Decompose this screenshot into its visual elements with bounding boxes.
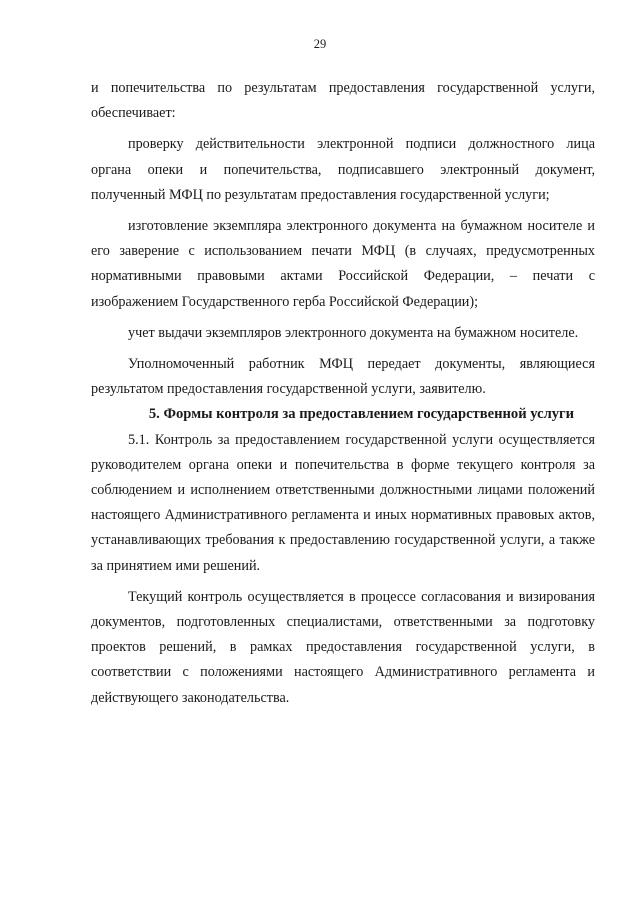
section-title: 5. Формы контроля за предоставлением государственной услуги	[148, 406, 575, 423]
paragraph: Уполномоченный работник МФЦ передает документы, являющиеся результатом предоставления государственной услуги, заявителю.	[91, 356, 595, 398]
paragraph: проверку действительности электронной подписи должностного лица органа опеки и попечительства, подписавшего электронный документ, полученный МФЦ по результатам предоставления государственной услуги;	[91, 136, 595, 203]
paragraph: и попечительства по результатам предоставления государственной услуги, обеспечивает:	[91, 80, 595, 122]
page-number: 29	[313, 37, 327, 51]
paragraph: Текущий контроль осуществляется в процессе согласования и визирования документов, подготовленных специалистами, ответственными за подготовку проектов решений, в рамках предоставления государственной услуги, в соответствии с положениями настоящего Административного регламента и действующего законодательства.	[91, 588, 595, 706]
paragraph: 5.1. Контроль за предоставлением государственной услуги осуществляется руководителем органа опеки и попечительства в форме текущего контроля за соблюдением и исполнением ответственными должностными лицами положений настоящего Административного регламента и иных нормативных правовых актов, устанавливающих требования к предоставлению государственной услуги, а также за принятием ими решений.	[91, 431, 595, 574]
paragraph: учет выдачи экземпляров электронного документа на бумажном носителе.	[128, 324, 579, 341]
paragraph: изготовление экземпляра электронного документа на бумажном носителе и его заверение с использованием печати МФЦ (в случаях, предусмотренных нормативными правовыми актами Российской Федерации, – печати с изображением Государственного герба Российской Федерации);	[91, 218, 595, 310]
document-body	[91, 76, 595, 711]
